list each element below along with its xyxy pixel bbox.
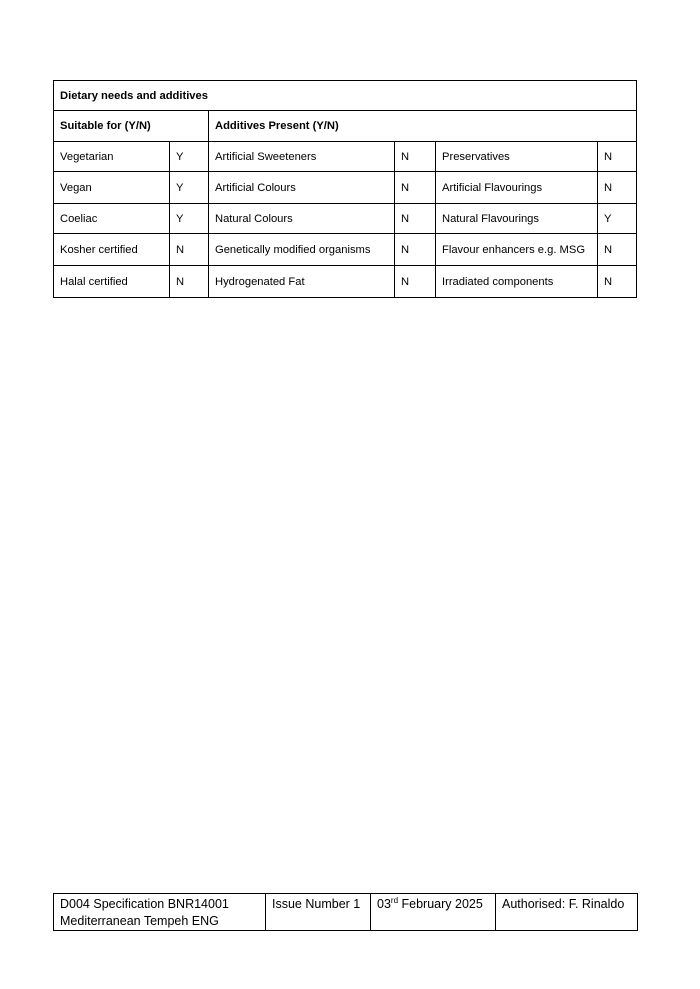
table-row bbox=[54, 266, 637, 298]
issue-number: Issue Number 1 bbox=[266, 894, 371, 931]
document-footer bbox=[53, 893, 638, 931]
footer-row bbox=[54, 894, 638, 931]
table-row bbox=[54, 204, 637, 234]
additive-value: N bbox=[395, 204, 436, 234]
suitable-value: Y bbox=[170, 172, 209, 204]
additive-value: N bbox=[395, 172, 436, 204]
suitable-label: Halal certified bbox=[54, 266, 170, 298]
additive-label: Natural Colours bbox=[209, 204, 395, 234]
table-title: Dietary needs and additives bbox=[54, 81, 637, 111]
additive-label: Flavour enhancers e.g. MSG bbox=[436, 234, 598, 266]
table-title-row bbox=[54, 81, 637, 111]
document-reference-line2: Mediterranean Tempeh ENG bbox=[60, 914, 219, 928]
additive-label: Natural Flavourings bbox=[436, 204, 598, 234]
table-row bbox=[54, 234, 637, 266]
table-row bbox=[54, 142, 637, 172]
additive-value: N bbox=[598, 172, 637, 204]
additive-label: Artificial Sweeteners bbox=[209, 142, 395, 172]
additive-value: N bbox=[598, 234, 637, 266]
issue-date bbox=[371, 894, 496, 931]
additive-label: Irradiated components bbox=[436, 266, 598, 298]
table-subheader-row bbox=[54, 111, 637, 142]
suitable-value: Y bbox=[170, 204, 209, 234]
additive-value: N bbox=[395, 234, 436, 266]
document-reference-line1: D004 Specification BNR14001 bbox=[60, 897, 229, 911]
additives-present-header: Additives Present (Y/N) bbox=[209, 111, 637, 142]
additive-value: N bbox=[598, 142, 637, 172]
authorised-by: Authorised: F. Rinaldo bbox=[496, 894, 638, 931]
suitable-label: Vegan bbox=[54, 172, 170, 204]
additive-label: Preservatives bbox=[436, 142, 598, 172]
issue-date-day: 03 bbox=[377, 897, 391, 911]
suitable-for-header: Suitable for (Y/N) bbox=[54, 111, 209, 142]
issue-date-month-year: February 2025 bbox=[398, 897, 483, 911]
suitable-label: Kosher certified bbox=[54, 234, 170, 266]
additive-label: Hydrogenated Fat bbox=[209, 266, 395, 298]
suitable-label: Coeliac bbox=[54, 204, 170, 234]
additive-label: Artificial Flavourings bbox=[436, 172, 598, 204]
additive-value: Y bbox=[598, 204, 637, 234]
suitable-value: N bbox=[170, 266, 209, 298]
additive-value: N bbox=[598, 266, 637, 298]
suitable-value: N bbox=[170, 234, 209, 266]
dietary-needs-table bbox=[53, 80, 637, 298]
additive-value: N bbox=[395, 142, 436, 172]
additive-label: Artificial Colours bbox=[209, 172, 395, 204]
suitable-label: Vegetarian bbox=[54, 142, 170, 172]
document-reference bbox=[54, 894, 266, 931]
table-row bbox=[54, 172, 637, 204]
additive-value: N bbox=[395, 266, 436, 298]
suitable-value: Y bbox=[170, 142, 209, 172]
issue-date-suffix: rd bbox=[390, 895, 399, 905]
additive-label: Genetically modified organisms bbox=[209, 234, 395, 266]
